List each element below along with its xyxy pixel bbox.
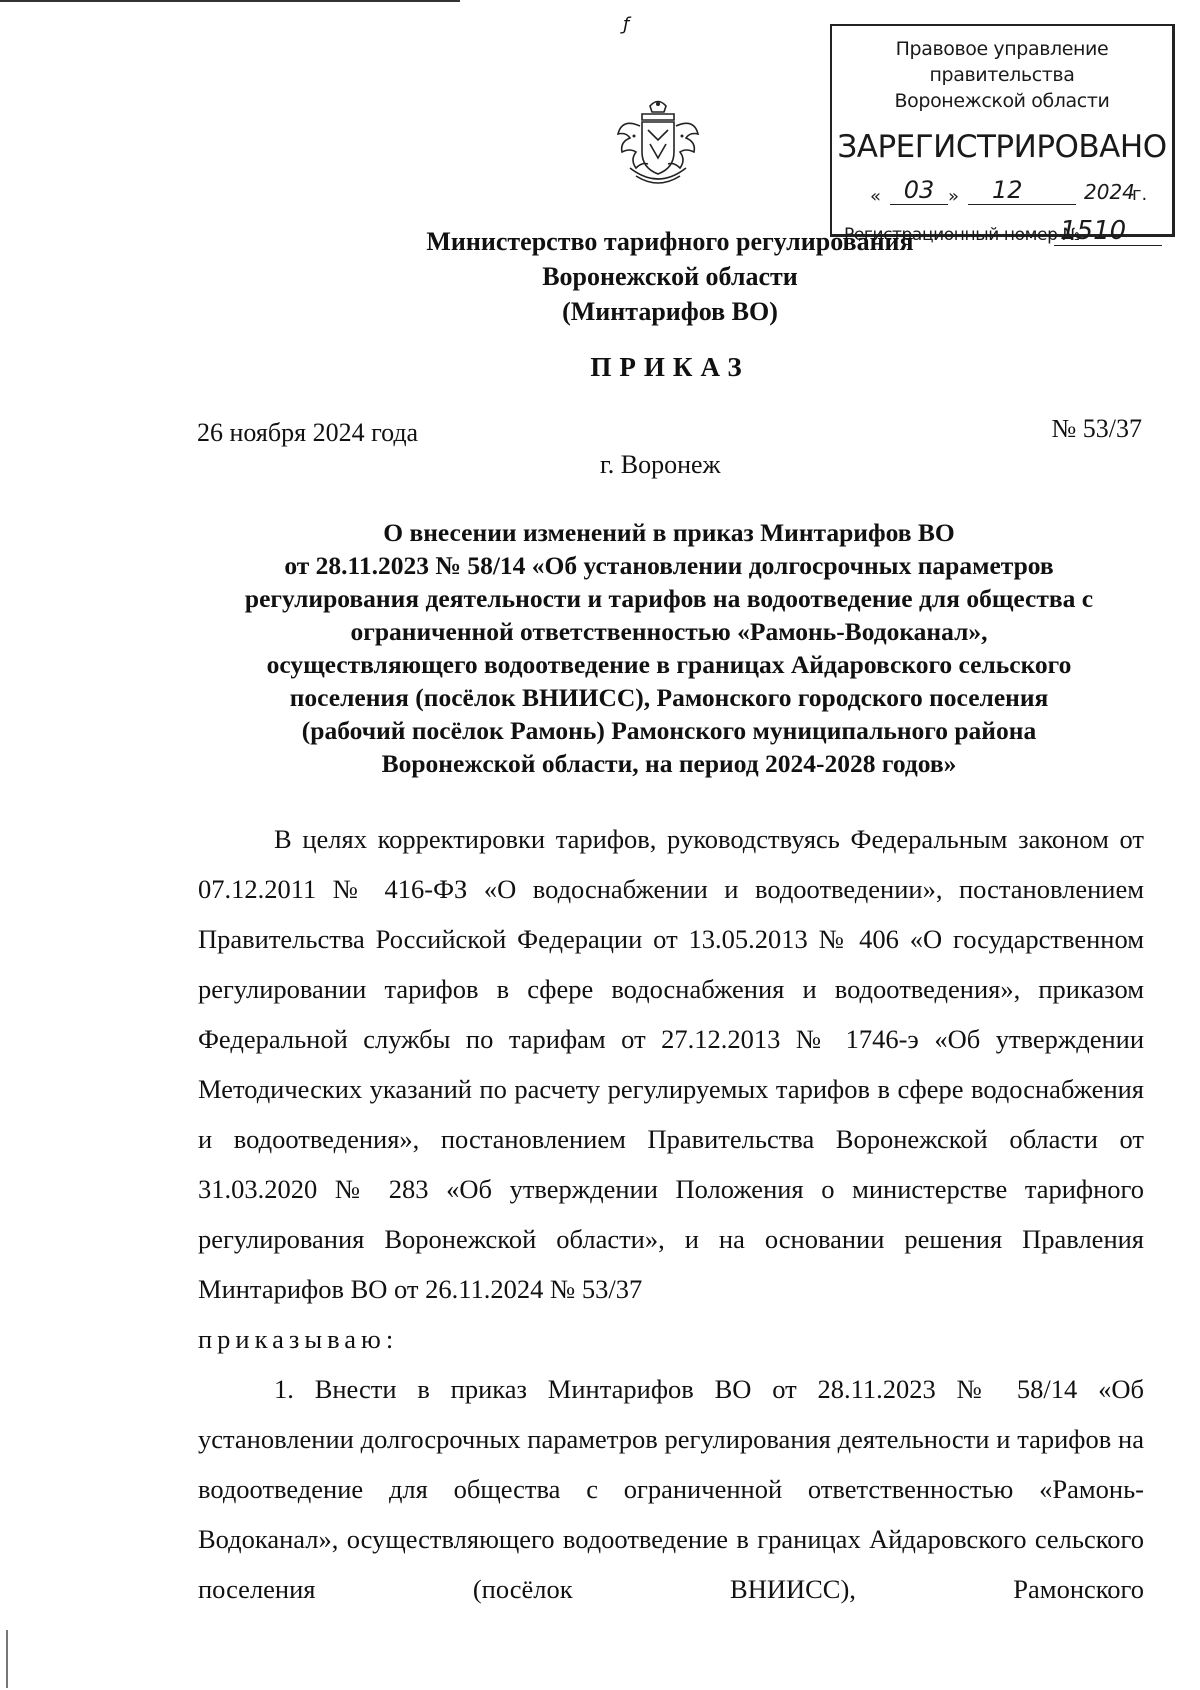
order-item-1: 1. Внести в приказ Минтарифов ВО от 28.11.2023 № 58/14 «Об установлении долгосрочных параметров регулирования деятельности и тарифов на водоотведение для общества с ограниченной ответственностью «Рамонь-Водоканал», осуществляющего водоотведение в границах Айдаровского сельского поселения (посёлок ВНИИСС), Рамонского xyxy=(198,1374,1144,1604)
scan-edge-top xyxy=(0,0,460,2)
subject-line: от 28.11.2023 № 58/14 «Об установлении долгосрочных параметров xyxy=(284,551,1054,580)
subject-line: поселения (посёлок ВНИИСС), Рамонского городского поселения xyxy=(289,683,1049,712)
order-number: № 53/37 xyxy=(1051,414,1142,443)
pen-mark: ƒ xyxy=(623,14,630,35)
stamp-date: « 03 » 12 2024 г. xyxy=(870,176,1148,207)
stamp-status: ЗАРЕГИСТРИРОВАНО xyxy=(837,129,1167,165)
stamp-day: 03 xyxy=(890,176,948,205)
subject-line: Воронежской области, на период 2024-2028 годов» xyxy=(381,749,957,778)
stamp-reg-label: Регистрационный номер № xyxy=(844,225,1080,245)
ministry-name: Министерство тарифного регулирования Воронежской области (Минтарифов ВО) xyxy=(426,227,914,326)
coat-of-arms-icon xyxy=(612,96,704,192)
stamp-year: 2024 xyxy=(1084,180,1135,204)
scan-edge-left xyxy=(6,1630,8,1688)
order-body xyxy=(198,814,1144,1614)
stamp-month: 12 xyxy=(968,176,1076,205)
preamble-paragraph: В целях корректировки тарифов, руководствуясь Федеральным законом от 07.12.2011 № 416-ФЗ «О водоснабжении и водоотведении», постановлением Правительства Российской Федерации от 13.05.2013 № 406 «О государственном регулировании тарифов в сфере водоснабжения и водоотведения», приказом Федеральной службы по тарифам от 27.12.2013 № 1746-э «Об утверждении Методических указаний по расчету регулируемых тарифов в сфере водоснабжения и водоотведения», постановлением Правительства Воронежской области от 31.03.2020 № 283 «Об утверждении Положения о министерстве тарифного регулирования Воронежской области», и на основании решения Правления Минтарифов ВО от 26.11.2024 № 53/37 xyxy=(198,824,1144,1304)
subject-line: регулирования деятельности и тарифов на водоотведение для общества с xyxy=(244,584,1094,613)
subject-line: осуществляющего водоотведение в границах Айдаровского сельского xyxy=(266,650,1072,679)
stamp-organization: Правовое управление правительства Воронежской области xyxy=(894,38,1110,112)
document-type: ПРИКАЗ xyxy=(590,352,750,382)
decree-word: приказываю: xyxy=(198,1324,399,1354)
subject-line: ограниченной ответственностью «Рамонь-Водоканал», xyxy=(350,617,988,646)
stamp-reg-number: 1510 xyxy=(1054,217,1162,246)
order-city: г. Воронеж xyxy=(600,450,721,479)
registration-stamp xyxy=(830,24,1175,246)
order-subject xyxy=(190,516,1148,780)
order-date: 26 ноября 2024 года xyxy=(197,418,419,447)
subject-line: (рабочий посёлок Рамонь) Рамонского муниципального района xyxy=(301,716,1037,745)
subject-line: О внесении изменений в приказ Минтарифов ВО xyxy=(383,518,955,547)
